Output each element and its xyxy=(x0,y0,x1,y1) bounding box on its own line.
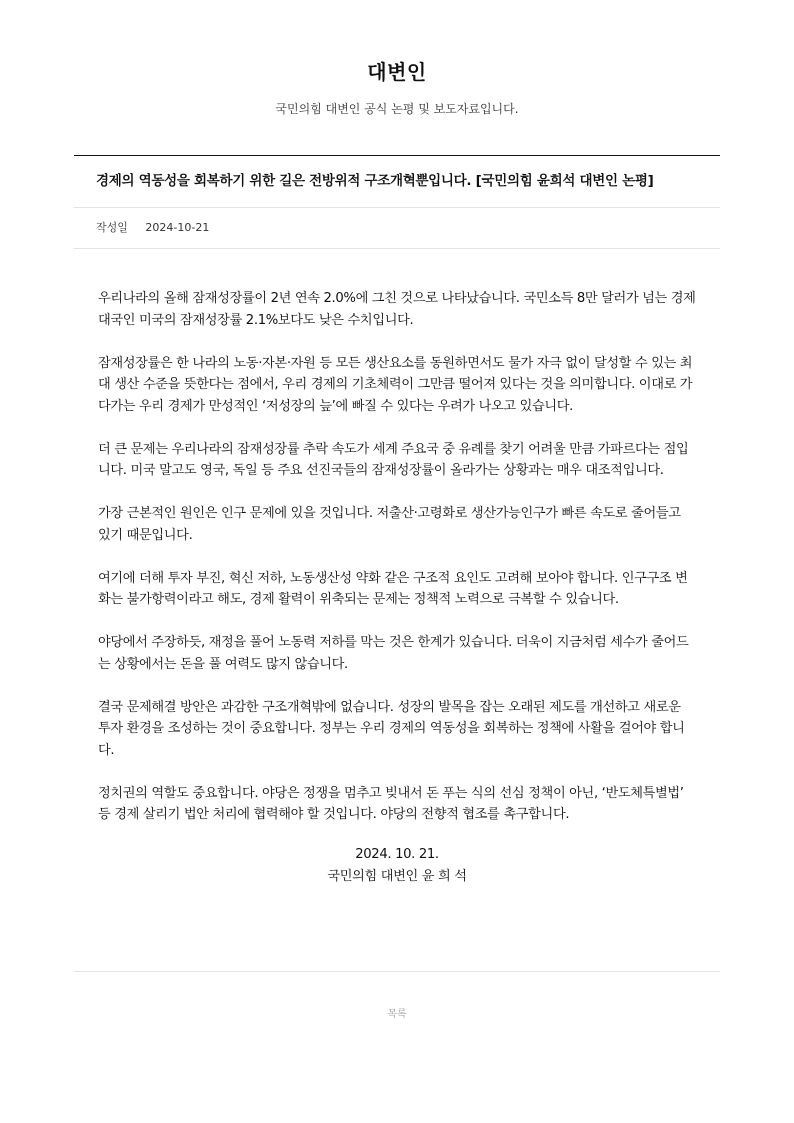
footer-divider xyxy=(74,971,720,972)
article-meta xyxy=(74,208,720,249)
article-body xyxy=(74,249,720,887)
paragraph: 결국 문제해결 방안은 과감한 구조개혁밖에 없습니다. 성장의 발목을 잡는 오래된 제도를 개선하고 새로운 투자 환경을 조성하는 것이 중요합니다. 정부는 우리 경제의 역동성을 회복하는 정책에 사활을 걸어야 합니다. xyxy=(98,699,685,758)
article-date: 2024-10-21 xyxy=(145,221,210,234)
article-title: 경제의 역동성을 회복하기 위한 길은 전방위적 구조개혁뿐입니다. [국민의힘 윤희석 대변인 논평] xyxy=(74,156,720,208)
paragraph: 더 큰 문제는 우리나라의 잠재성장률 추락 속도가 세계 주요국 중 유례를 찾기 어려울 만큼 가파르다는 점입니다. 미국 말고도 영국, 독일 등 주요 선진국들의 잠재성장률이 올라가는 상황과는 매우 대조적입니다. xyxy=(98,441,689,478)
paragraph: 잠재성장률은 한 나라의 노동·자본·자원 등 모든 생산요소를 동원하면서도 물가 자극 없이 달성할 수 있는 최대 생산 수준을 뜻한다는 점에서, 우리 경제의 기초체력이 그만큼 떨어져 있다는 것을 의미합니다. 이대로 가다가는 우리 경제가 만성적인 ‘저성장의 늪’에 빠질 수 있다는 우려가 나오고 있습니다. xyxy=(98,355,693,414)
date-label: 작성일 xyxy=(96,221,128,234)
paragraph: 여기에 더해 투자 부진, 혁신 저하, 노동생산성 약화 같은 구조적 요인도 고려해 보아야 합니다. 인구구조 변화는 불가항력이라고 해도, 경제 활력이 위축되는 문제는 정책적 노력으로 극복할 수 있습니다. xyxy=(98,570,688,607)
paragraph: 야당에서 주장하듯, 재정을 풀어 노동력 저하를 막는 것은 한계가 있습니다. 더욱이 지금처럼 세수가 줄어드는 상황에서는 돈을 풀 여력도 많지 않습니다. xyxy=(98,635,689,672)
site-title: 대변인 xyxy=(367,60,427,84)
paragraph: 정치권의 역할도 중요합니다. 야당은 정쟁을 멈추고 빚내서 돈 푸는 식의 선심 정책이 아닌, ‘반도체특별법’ 등 경제 살리기 법안 처리에 협력해야 할 것입니다. 야당의 전향적 협조를 촉구합니다. xyxy=(98,785,684,822)
signature-name: 국민의힘 대변인 윤 희 석 xyxy=(327,868,467,884)
paragraph: 우리나라의 올해 잠재성장률이 2년 연속 2.0%에 그친 것으로 나타났습니다. 국민소득 8만 달러가 넘는 경제대국인 미국의 잠재성장률 2.1%보다도 낮은 수치입니다. xyxy=(98,291,696,328)
article xyxy=(74,155,720,887)
site-header xyxy=(0,0,794,118)
site-description: 국민의힘 대변인 공식 논평 및 보도자료입니다. xyxy=(275,102,519,116)
signature-date: 2024. 10. 21. xyxy=(355,847,439,862)
paragraph: 가장 근본적인 원인은 인구 문제에 있을 것입니다. 저출산·고령화로 생산가능인구가 빠른 속도로 줄어들고 있기 때문입니다. xyxy=(98,506,681,543)
signature xyxy=(98,844,696,887)
list-button[interactable]: 목록 xyxy=(387,1009,407,1020)
